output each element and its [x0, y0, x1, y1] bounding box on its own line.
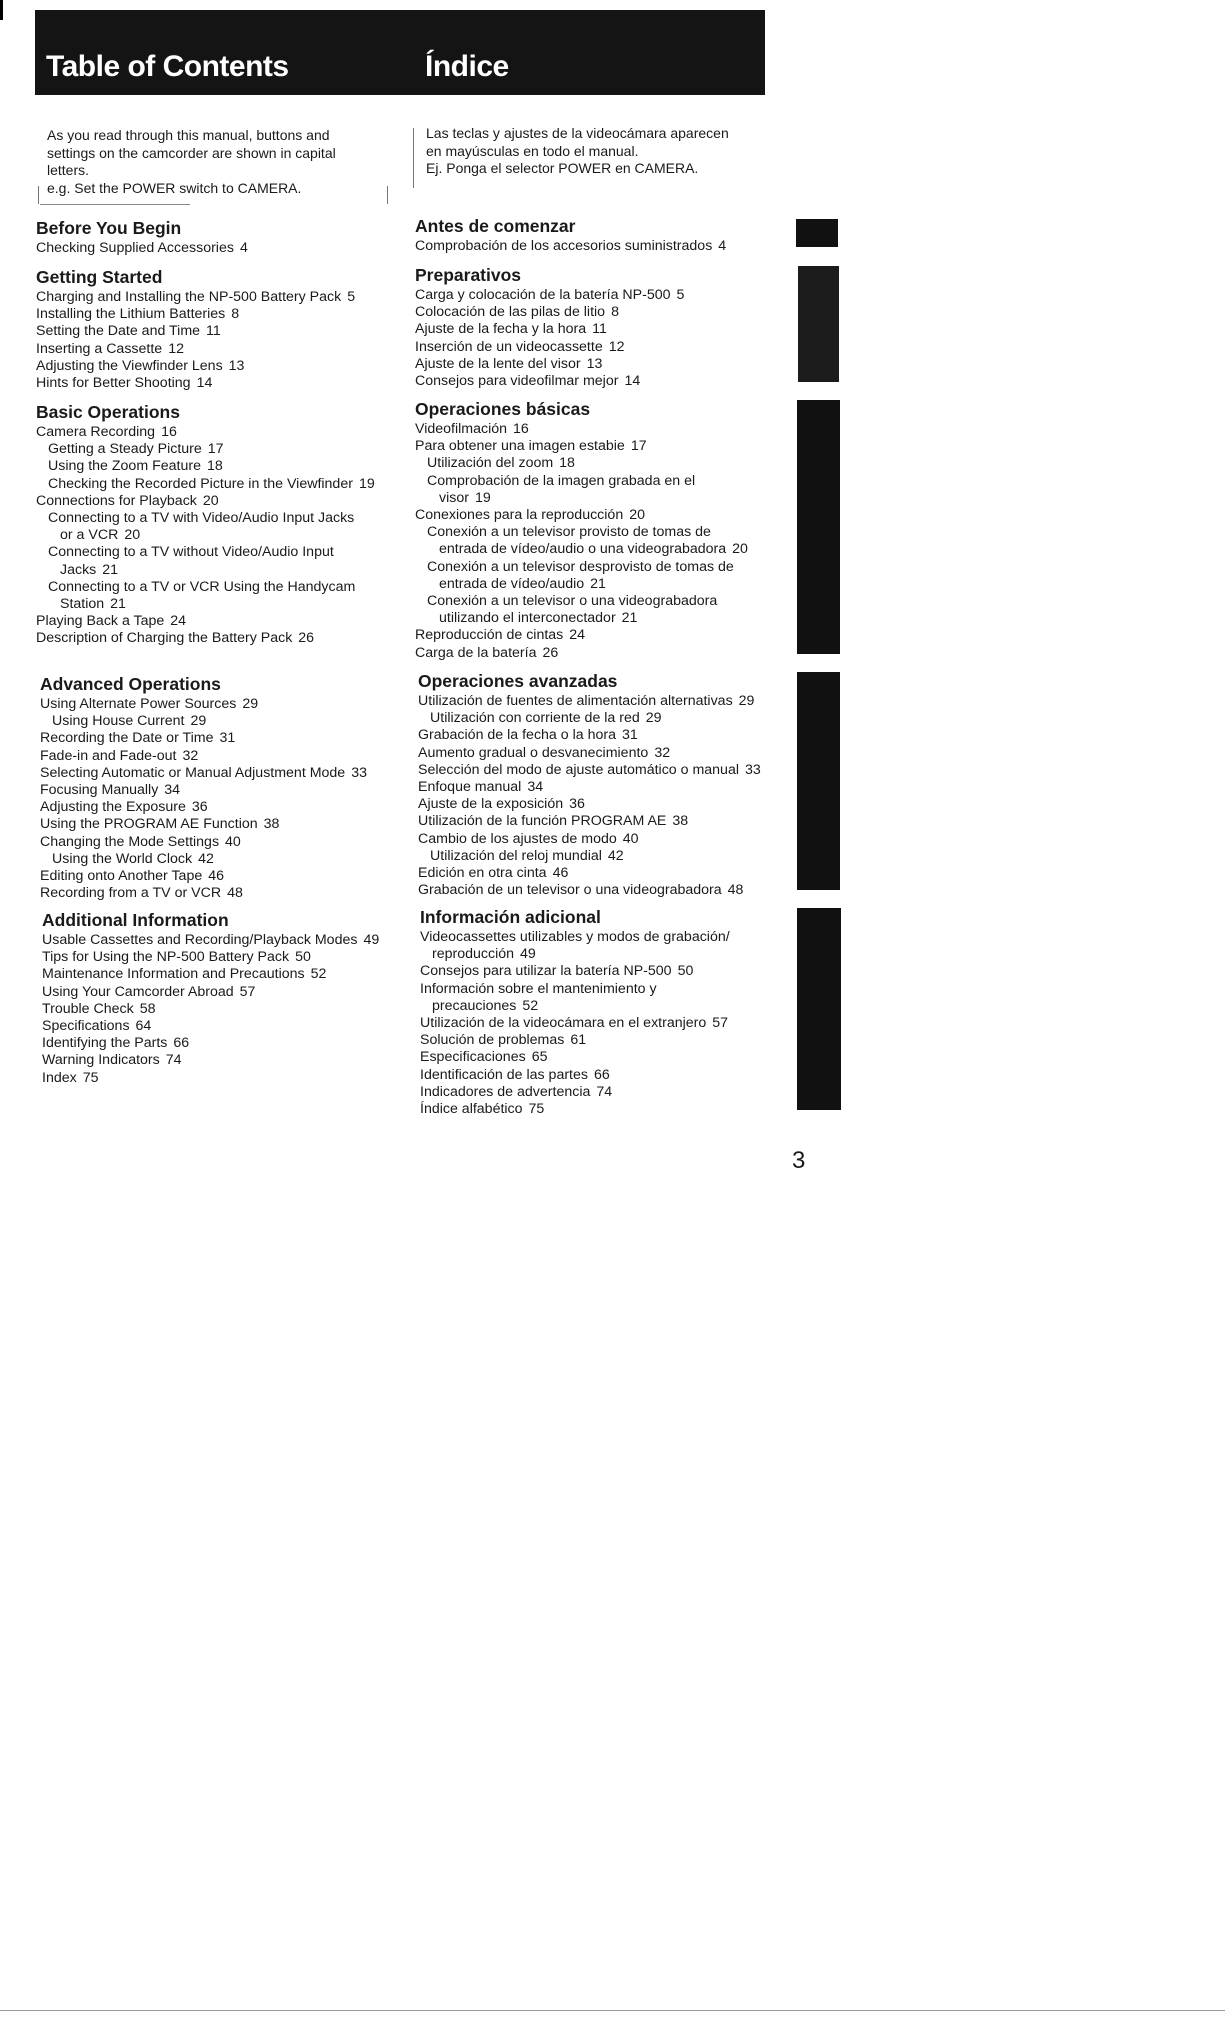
toc-entry-page: 5	[347, 289, 356, 305]
section-tab	[797, 672, 840, 890]
title-english: Table of Contents	[46, 50, 289, 83]
toc-entry-page: 4	[718, 238, 727, 254]
toc-entry-title: Usable Cassettes and Recording/Playback Modes	[42, 932, 358, 948]
toc-entry	[42, 932, 379, 949]
toc-entry	[42, 1001, 379, 1018]
toc-entry-title: Editing onto Another Tape	[40, 868, 203, 885]
toc-entry	[415, 593, 748, 610]
toc-entry-title: Consejos para videofilmar mejor	[415, 373, 619, 390]
toc-entry	[36, 493, 375, 510]
toc-entry-title: Grabación de la fecha o la hora	[418, 727, 616, 744]
toc-entry-page: 49	[363, 932, 380, 948]
toc-entry-title: Installing the Lithium Batteries	[36, 306, 226, 323]
toc-entry-title: Ajuste de la lente del visor	[415, 355, 581, 372]
toc-entry-page: 31	[621, 727, 638, 744]
intro-bracket	[413, 128, 414, 188]
toc-entry-title: Using the PROGRAM AE Function	[40, 816, 258, 833]
toc-entry-title: Consejos para utilizar la batería NP-500	[420, 963, 672, 980]
toc-entry-title: Selección del modo de ajuste automático o manual	[418, 761, 739, 778]
toc-entry-title: Using House Current	[52, 713, 185, 730]
section-heading: Basic Operations	[36, 402, 180, 422]
toc-entry	[415, 610, 748, 627]
toc-entry	[40, 885, 367, 902]
toc-entry	[418, 710, 761, 727]
toc-entry-page: 5	[676, 287, 685, 303]
toc-entry-page: 16	[161, 424, 177, 440]
toc-entry	[40, 868, 367, 885]
toc-entry	[36, 562, 375, 579]
toc-entry	[40, 782, 367, 799]
toc-entry-title: Connecting to a TV or VCR Using the Handycam	[48, 578, 356, 595]
toc-section-spanish	[420, 907, 730, 1118]
toc-entry-title: Inserción de un videocassette	[415, 338, 603, 355]
toc-entry	[415, 356, 684, 373]
toc-entry-page: 26	[298, 630, 315, 647]
toc-entry-title: Setting the Date and Time	[36, 323, 201, 340]
section-tab	[796, 219, 838, 247]
toc-section-english	[36, 267, 355, 392]
toc-entry-title: Ajuste de la fecha y la hora	[415, 321, 587, 338]
toc-entry-page: 49	[520, 946, 536, 963]
toc-entry-page: 74	[596, 1083, 613, 1100]
toc-entry	[420, 1049, 730, 1066]
toc-entry	[36, 476, 375, 493]
toc-entry-page: 12	[168, 340, 184, 357]
toc-entry	[36, 510, 375, 527]
section-heading: Additional Information	[42, 910, 229, 930]
toc-entry	[36, 596, 375, 613]
toc-entry-page: 46	[208, 868, 225, 885]
toc-entry	[40, 696, 367, 713]
toc-entry-title: Utilización de fuentes de alimentación alternativas	[418, 693, 733, 709]
toc-entry	[418, 762, 761, 779]
toc-entry-page: 26	[542, 644, 559, 661]
section-heading: Información adicional	[420, 907, 601, 927]
intro-line: en mayúsculas en todo el manual.	[426, 142, 639, 159]
toc-entry-page: 32	[182, 747, 199, 764]
toc-entry	[415, 421, 748, 438]
toc-entry	[40, 713, 367, 730]
toc-entry-title: Solución de problemas	[420, 1032, 565, 1049]
toc-entry-page: 58	[139, 1000, 156, 1017]
toc-section-spanish	[418, 671, 761, 899]
toc-entry-page: 11	[206, 323, 221, 340]
toc-entry-title: Selecting Automatic or Manual Adjustment Mode	[40, 764, 346, 781]
toc-entry-page: 50	[295, 949, 311, 966]
toc-entry	[418, 693, 761, 710]
toc-entry	[36, 341, 355, 358]
toc-entry	[418, 831, 761, 848]
toc-section-english	[36, 402, 375, 648]
toc-entry	[420, 1101, 730, 1118]
toc-entry-title: Recording from a TV or VCR	[40, 885, 222, 902]
toc-entry	[418, 796, 761, 813]
bottom-border	[0, 2010, 1225, 2011]
toc-entry-title: Using Your Camcorder Abroad	[42, 983, 234, 1000]
intro-bracket	[387, 186, 388, 204]
title-spanish: Índice	[425, 50, 509, 83]
toc-entry-title: or a VCR	[60, 527, 119, 544]
toc-entry-title: Charging and Installing the NP-500 Battery Pack	[36, 289, 342, 305]
toc-entry-page: 52	[310, 966, 327, 983]
toc-entry-page: 8	[231, 306, 240, 323]
toc-entry-page: 20	[124, 527, 141, 544]
toc-entry	[42, 1035, 379, 1052]
toc-entry-title: precauciones	[432, 997, 517, 1014]
toc-section-spanish	[415, 216, 726, 255]
toc-entry-title: Camera Recording	[36, 424, 156, 440]
toc-entry-title: Videocassettes utilizables y modos de grabación/	[420, 929, 730, 945]
toc-entry-title: Utilización del zoom	[427, 455, 554, 472]
toc-entry	[418, 882, 761, 899]
toc-entry-title: Adjusting the Viewfinder Lens	[36, 357, 223, 374]
toc-entry	[40, 748, 367, 765]
toc-entry-page: 21	[110, 596, 126, 613]
toc-entry-page: 21	[621, 610, 638, 627]
intro-line: settings on the camcorder are shown in capital	[47, 144, 336, 161]
toc-entry	[40, 765, 367, 782]
toc-entry-title: Playing Back a Tape	[36, 613, 165, 630]
toc-entry-title: Fade-in and Fade-out	[40, 747, 177, 764]
toc-entry	[36, 358, 355, 375]
toc-entry-page: 64	[135, 1018, 152, 1035]
intro-divider	[40, 204, 190, 205]
toc-entry-title: Grabación de un televisor o una videograbadora	[418, 882, 722, 899]
toc-entry-title: Station	[60, 596, 105, 613]
toc-entry-page: 38	[263, 816, 280, 833]
toc-entry	[40, 816, 367, 833]
toc-entry-page: 57	[239, 983, 256, 1000]
toc-entry-page: 17	[630, 438, 647, 455]
toc-entry-title: utilizando el interconectador	[439, 610, 616, 627]
toc-entry-page: 65	[531, 1049, 548, 1066]
toc-entry-title: Reproducción de cintas	[415, 627, 564, 644]
toc-entry	[420, 981, 730, 998]
toc-entry-title: reproducción	[432, 946, 515, 963]
intro-line: Las teclas y ajustes de la videocámara aparecen	[426, 125, 729, 141]
toc-entry-title: Tips for Using the NP-500 Battery Pack	[42, 949, 290, 966]
intro-bracket	[38, 186, 39, 204]
toc-entry-title: Identifying the Parts	[42, 1035, 168, 1052]
toc-entry-title: Especificaciones	[420, 1049, 526, 1066]
toc-entry-page: 14	[624, 373, 641, 390]
intro-line: As you read through this manual, buttons and	[47, 127, 330, 143]
toc-entry	[36, 544, 375, 561]
toc-entry-title: Focusing Manually	[40, 782, 159, 799]
toc-section-english	[40, 674, 367, 902]
toc-entry	[40, 851, 367, 868]
toc-entry-page: 33	[351, 764, 367, 781]
toc-entry-title: Warning Indicators	[42, 1052, 160, 1069]
toc-entry	[415, 627, 748, 644]
toc-entry-title: Identificación de las partes	[420, 1066, 588, 1083]
toc-entry	[36, 630, 375, 647]
toc-entry	[40, 730, 367, 747]
toc-entry-title: Changing the Mode Settings	[40, 833, 220, 850]
toc-entry-page: 46	[552, 865, 569, 882]
toc-entry	[42, 966, 379, 983]
toc-entry-title: Carga y colocación de la batería NP-500	[415, 287, 671, 303]
toc-entry-title: Checking the Recorded Picture in the Viewfinder	[48, 475, 353, 492]
toc-section-spanish	[415, 399, 748, 662]
toc-entry	[415, 438, 748, 455]
toc-entry-page: 75	[528, 1101, 545, 1118]
toc-entry-title: Index	[42, 1069, 77, 1086]
toc-entry-title: Índice alfabético	[420, 1101, 523, 1118]
toc-entry-page: 17	[207, 441, 224, 458]
toc-entry-page: 48	[727, 882, 744, 899]
toc-entry-title: Connecting to a TV with Video/Audio Input Jacks	[48, 510, 355, 527]
toc-entry-title: Connections for Playback	[36, 492, 197, 509]
intro-line: letters.	[47, 162, 90, 178]
toc-entry-page: 42	[607, 847, 624, 864]
toc-entry-page: 4	[239, 240, 248, 256]
toc-entry-title: Checking Supplied Accessories	[36, 240, 234, 256]
toc-entry	[36, 323, 355, 340]
toc-entry-title: Ajuste de la exposición	[418, 796, 564, 813]
toc-entry	[36, 375, 355, 392]
toc-entry	[415, 304, 684, 321]
toc-entry-title: Using the World Clock	[52, 850, 193, 867]
toc-entry-title: Indicadores de advertencia	[420, 1083, 591, 1100]
toc-entry-title: Utilización con corriente de la red	[430, 710, 640, 727]
toc-entry	[420, 929, 730, 946]
toc-entry	[420, 1015, 730, 1032]
toc-entry-title: Getting a Steady Picture	[48, 441, 202, 458]
toc-entry	[42, 949, 379, 966]
toc-entry-title: Inserting a Cassette	[36, 340, 163, 357]
toc-entry-page: 19	[474, 489, 491, 506]
toc-entry	[415, 455, 748, 472]
section-heading: Getting Started	[36, 267, 163, 287]
section-tab	[798, 266, 839, 382]
toc-entry	[420, 1084, 730, 1101]
toc-entry	[415, 238, 726, 255]
toc-entry-title: Edición en otra cinta	[418, 865, 547, 882]
toc-entry	[415, 559, 748, 576]
toc-entry-page: 11	[592, 321, 607, 338]
toc-entry-title: Utilización de la videocámara en el extranjero	[420, 1015, 707, 1032]
toc-entry	[36, 579, 375, 596]
section-tab	[797, 400, 840, 654]
section-heading: Operaciones avanzadas	[418, 671, 618, 691]
corner-mark	[0, 0, 3, 20]
toc-entry	[420, 1032, 730, 1049]
toc-entry-page: 20	[202, 492, 219, 509]
toc-entry-page: 38	[672, 813, 689, 830]
toc-entry	[42, 1070, 379, 1087]
toc-entry-page: 29	[645, 710, 662, 727]
toc-entry-page: 12	[608, 338, 625, 355]
toc-entry-page: 34	[164, 782, 181, 799]
toc-entry-title: Enfoque manual	[418, 779, 522, 796]
toc-entry-title: Description of Charging the Battery Pack	[36, 630, 293, 647]
toc-entry	[36, 441, 375, 458]
toc-entry	[420, 946, 730, 963]
toc-entry-page: 29	[738, 693, 755, 709]
toc-entry-page: 50	[677, 963, 694, 980]
toc-entry	[415, 490, 748, 507]
toc-entry	[40, 834, 367, 851]
toc-entry-page: 29	[242, 696, 259, 712]
toc-entry	[415, 321, 684, 338]
toc-entry-page: 13	[586, 355, 603, 372]
toc-entry-page: 24	[170, 613, 187, 630]
toc-entry-title: Adjusting the Exposure	[40, 799, 186, 816]
toc-entry-page: 57	[712, 1015, 729, 1032]
toc-entry	[418, 848, 761, 865]
toc-entry	[36, 424, 375, 441]
section-heading: Antes de comenzar	[415, 216, 576, 236]
toc-entry	[418, 813, 761, 830]
toc-entry-title: Conexión a un televisor provisto de tomas de	[427, 524, 711, 541]
toc-entry	[36, 306, 355, 323]
toc-entry-page: 16	[513, 421, 529, 437]
toc-entry	[36, 527, 375, 544]
toc-entry-page: 21	[590, 575, 606, 592]
toc-entry-page: 36	[191, 799, 208, 816]
section-tab	[797, 908, 841, 1110]
toc-entry-page: 66	[594, 1066, 610, 1083]
toc-entry	[415, 576, 748, 593]
toc-entry-page: 19	[358, 475, 375, 492]
toc-entry	[42, 1018, 379, 1035]
toc-entry	[36, 613, 375, 630]
toc-entry	[36, 289, 355, 306]
toc-entry-page: 20	[732, 541, 748, 558]
toc-entry-page: 61	[570, 1032, 587, 1049]
toc-entry-page: 13	[228, 357, 245, 374]
toc-entry-title: Connecting to a TV without Video/Audio Input	[48, 544, 334, 561]
toc-entry-title: Para obtener una imagen estabie	[415, 438, 625, 455]
toc-entry-page: 29	[190, 713, 207, 730]
toc-entry	[42, 984, 379, 1001]
intro-spanish	[426, 125, 729, 178]
toc-section-english	[42, 910, 379, 1087]
toc-entry	[418, 745, 761, 762]
toc-entry-title: Jacks	[60, 561, 97, 578]
toc-section-english	[36, 218, 248, 257]
toc-entry-page: 33	[745, 761, 761, 778]
toc-entry	[415, 541, 748, 558]
toc-entry-title: Specifications	[42, 1018, 130, 1035]
section-heading: Advanced Operations	[40, 674, 221, 694]
toc-entry-title: Utilización del reloj mundial	[430, 847, 602, 864]
toc-entry	[36, 458, 375, 475]
toc-entry-title: Información sobre el mantenimiento y	[420, 980, 657, 997]
intro-line: e.g. Set the POWER switch to CAMERA.	[47, 179, 302, 196]
toc-entry-title: Comprobación de la imagen grabada en el	[427, 472, 696, 489]
toc-entry	[420, 1067, 730, 1084]
page-number: 3	[792, 1147, 806, 1174]
toc-entry	[418, 865, 761, 882]
toc-section-spanish	[415, 265, 684, 390]
toc-entry	[42, 1052, 379, 1069]
toc-entry	[420, 998, 730, 1015]
toc-entry-page: 34	[527, 779, 544, 796]
toc-entry-title: Colocación de las pilas de litio	[415, 304, 606, 321]
toc-entry	[415, 473, 748, 490]
toc-entry-title: Hints for Better Shooting	[36, 375, 191, 392]
toc-entry-title: Conexión a un televisor o una videograbadora	[427, 593, 718, 610]
section-heading: Before You Begin	[36, 218, 182, 238]
toc-entry-page: 40	[622, 830, 639, 847]
toc-entry-page: 48	[227, 885, 243, 902]
toc-entry-page: 42	[198, 850, 214, 867]
toc-entry-page: 52	[522, 997, 539, 1014]
toc-entry	[415, 373, 684, 390]
toc-entry-title: Using Alternate Power Sources	[40, 696, 237, 712]
toc-entry-page: 21	[102, 561, 119, 578]
toc-entry-title: Cambio de los ajustes de modo	[418, 830, 617, 847]
toc-entry-page: 14	[196, 375, 213, 392]
toc-entry-page: 75	[82, 1069, 99, 1086]
toc-entry-title: Carga de la batería	[415, 644, 537, 661]
toc-entry-title: Comprobación de los accesorios suministrados	[415, 238, 713, 254]
toc-entry-title: visor	[439, 489, 469, 506]
toc-entry-title: Trouble Check	[42, 1000, 134, 1017]
toc-entry-title: Conexión a un televisor desprovisto de tomas de	[427, 558, 734, 575]
toc-entry-page: 66	[173, 1035, 190, 1052]
toc-entry-title: entrada de vídeo/audio	[439, 575, 585, 592]
toc-entry-page: 24	[569, 627, 586, 644]
toc-entry	[415, 507, 748, 524]
toc-entry-title: entrada de vídeo/audio o una videograbadora	[439, 541, 727, 558]
toc-entry	[420, 963, 730, 980]
toc-entry-page: 18	[559, 455, 575, 472]
section-heading: Preparativos	[415, 265, 522, 285]
toc-entry-page: 74	[165, 1052, 182, 1069]
toc-entry-title: Maintenance Information and Precautions	[42, 966, 305, 983]
toc-entry-page: 40	[225, 833, 241, 850]
toc-entry-page: 18	[206, 458, 223, 475]
intro-english	[47, 127, 336, 197]
toc-entry	[415, 339, 684, 356]
toc-entry-page: 32	[654, 744, 671, 761]
toc-entry	[418, 779, 761, 796]
toc-entry	[415, 287, 684, 304]
toc-entry-page: 36	[569, 796, 585, 813]
toc-entry-page: 31	[219, 730, 236, 747]
section-heading: Operaciones básicas	[415, 399, 591, 419]
toc-entry-page: 8	[611, 304, 619, 321]
toc-entry	[415, 645, 748, 662]
toc-entry-title: Conexiones para la reproducción	[415, 507, 624, 524]
toc-entry-title: Videofilmación	[415, 421, 508, 437]
toc-entry	[415, 524, 748, 541]
intro-line: Ej. Ponga el selector POWER en CAMERA.	[426, 160, 699, 176]
toc-entry	[36, 240, 248, 257]
toc-entry-title: Utilización de la función PROGRAM AE	[418, 813, 667, 830]
toc-entry-title: Using the Zoom Feature	[48, 458, 201, 475]
toc-entry	[40, 799, 367, 816]
toc-entry	[418, 727, 761, 744]
toc-entry-title: Recording the Date or Time	[40, 730, 214, 747]
toc-entry-page: 20	[629, 507, 645, 524]
toc-entry-title: Aumento gradual o desvanecimiento	[418, 744, 649, 761]
